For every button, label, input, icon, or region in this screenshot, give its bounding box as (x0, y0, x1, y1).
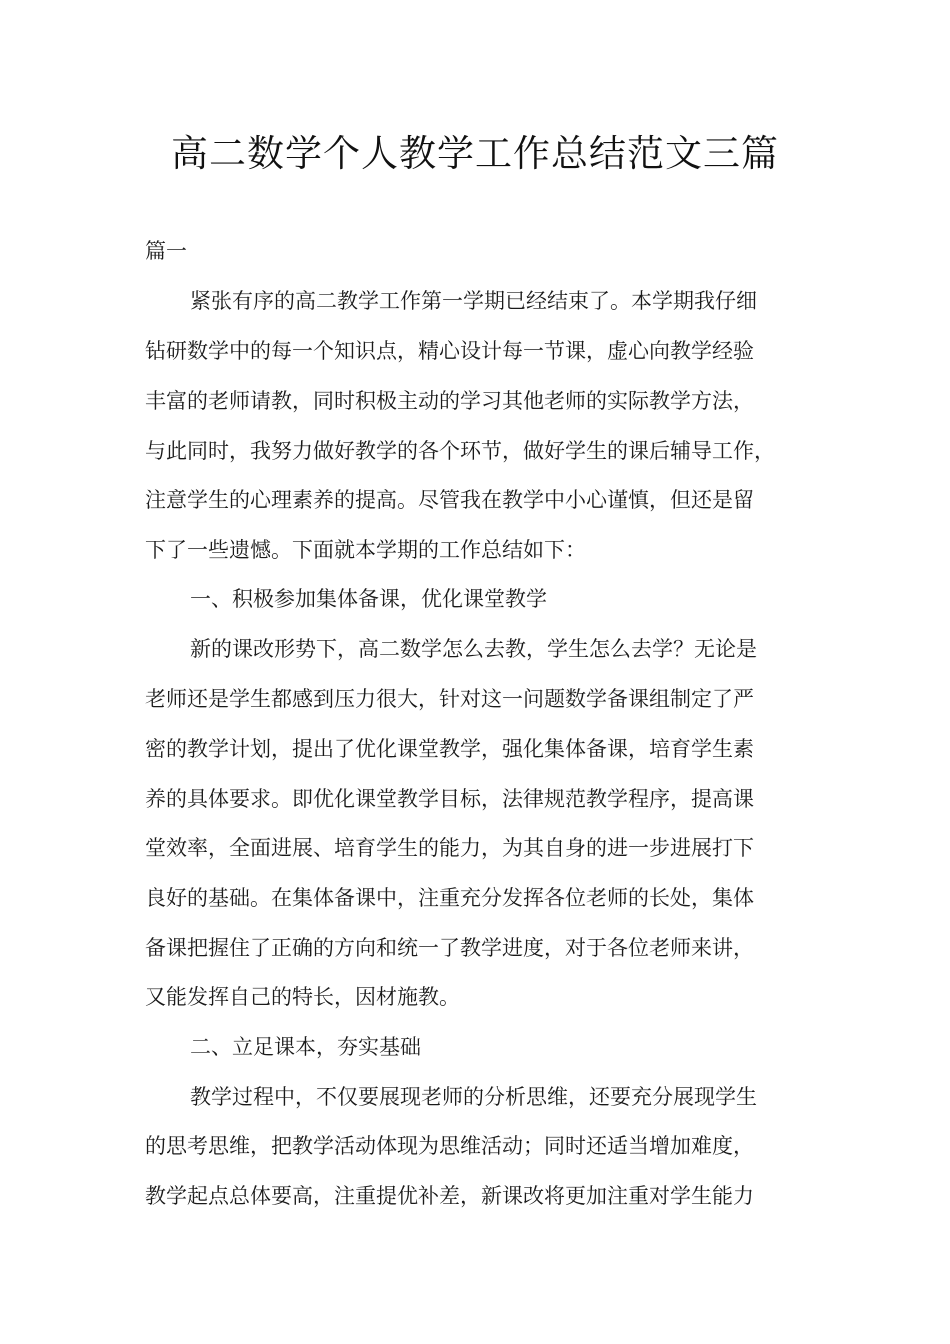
paragraph-line: 教学过程中，不仅要展现老师的分析思维，还要充分展现学生 (190, 1085, 757, 1109)
paragraph-line: 又能发挥自己的特长，因材施教。 (145, 985, 460, 1009)
paragraph-line: 新的课改形势下，高二数学怎么去教，学生怎么去学？无论是 (190, 637, 757, 661)
paragraph-line: 紧张有序的高二教学工作第一学期已经结束了。本学期我仔细 (190, 289, 757, 313)
paragraph-line: 堂效率，全面进展、培育学生的能力，为其自身的进一步进展打下 (145, 836, 754, 860)
paragraph-line: 注意学生的心理素养的提高。尽管我在教学中小心谨慎，但还是留 (145, 488, 754, 512)
paragraph-line: 教学起点总体要高，注重提优补差，新课改将更加注重对学生能力 (145, 1184, 754, 1208)
paragraph-line: 密的教学计划，提出了优化课堂教学，强化集体备课，培育学生素 (145, 737, 754, 761)
section-heading: 一、积极参加集体备课，优化课堂教学 (190, 587, 547, 611)
paragraph-line: 的思考思维，把教学活动体现为思维活动；同时还适当增加难度， (145, 1134, 754, 1158)
section-label: 篇一 (145, 239, 187, 263)
paragraph-line: 钻研数学中的每一个知识点，精心设计每一节课，虚心向教学经验 (145, 339, 754, 363)
paragraph-line: 备课把握住了正确的方向和统一了教学进度，对于各位老师来讲， (145, 936, 754, 960)
section-heading: 二、立足课本，夯实基础 (190, 1035, 421, 1059)
paragraph-line: 与此同时，我努力做好教学的各个环节，做好学生的课后辅导工作， (145, 439, 775, 463)
paragraph-line: 下了一些遗憾。下面就本学期的工作总结如下： (145, 538, 586, 562)
document-title: 高二数学个人教学工作总结范文三篇 (171, 132, 779, 175)
paragraph-line: 养的具体要求。即优化课堂教学目标，法律规范教学程序，提高课 (145, 787, 754, 811)
paragraph-line: 良好的基础。在集体备课中，注重充分发挥各位老师的长处，集体 (145, 886, 754, 910)
paragraph-line: 老师还是学生都感到压力很大，针对这一问题数学备课组制定了严 (145, 687, 754, 711)
paragraph-line: 丰富的老师请教，同时积极主动的学习其他老师的实际教学方法， (145, 389, 754, 413)
